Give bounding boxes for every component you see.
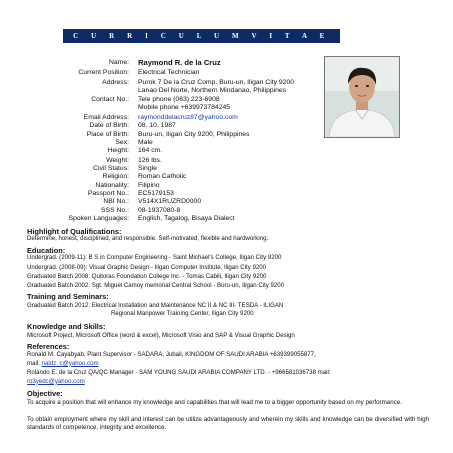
curriculum-vitae-banner: C U R R I C U L U M V I T A E [63, 29, 340, 43]
reference-1-mail-row [27, 360, 99, 368]
reference-1: Ronald M. Cayabyab, Plant Supervisor - SADARA, Jubail, KINGDOM OF SAUDI ARABIA +639399055877, [27, 351, 316, 358]
pob-label: Place of Birth: [86, 130, 129, 138]
skills-text: Microsoft Project, Microsoft Office (word & excel), Microsoft Visio and SAP & Visual Graphic Design [27, 331, 295, 339]
name-label: Name: [108, 59, 129, 66]
address-line-1: Purok 7 De la Cruz Comp. Buru-un, Iligan City 9200 [138, 79, 295, 86]
address-line-2: Lanao Del Norte, Northern Mindanao, Philippines [138, 87, 287, 94]
education-item: Graduated Batch 2002: Sgt. Miguel Camoy memorial Central School - Buru-un, Iligan City 9200 [27, 281, 285, 289]
education-item: Undergrad. (2009-11): B S in Computer Engineering - Saint Michael's College, Iligan City 9200 [27, 254, 282, 261]
weight-label: Weight: [106, 156, 129, 164]
nationality-label: Nationality: [95, 181, 129, 189]
profile-photo-image [325, 57, 399, 137]
objective-paragraph-1: To acquire a position that will enhance my knowledge and capabilities that will lead me to a bigger opportunity based on my performance. [27, 398, 402, 406]
reference-1-email-link[interactable]: naldz_c@yahoo.com [41, 359, 99, 367]
height-value: 164 cm. [138, 147, 163, 154]
email-label: Email Address: [83, 114, 129, 121]
references-heading: References: [27, 342, 70, 351]
passport-label: Passport No.: [87, 189, 129, 197]
reference-2-email-link[interactable]: ro3yedc@yahoo.com [27, 377, 85, 385]
profile-photo [324, 56, 400, 138]
education-item: Graduated Batch 2008: Quitoras Foundation College Inc. - Tomas Cabili, Iligan City 9200 [27, 273, 267, 280]
sex-value: Male [138, 139, 153, 146]
qualifications-text: Determine, honest, disciplined, and responsible. Self-motivated, flexible and hardworking. [27, 235, 269, 242]
nbi-value: V514X1RUZRD0000 [138, 198, 202, 205]
training-line-1: Graduated Batch 2012: Electrical Installation and Maintenance NC II & NC III- TESDA - ILIGAN [27, 301, 284, 309]
dob-label: Date of Birth: [89, 122, 129, 129]
position-label: Current Position: [78, 69, 129, 76]
religion-value: Roman Catholic [138, 173, 187, 180]
languages-value: English, Tagalog, Bisaya Dialect [138, 214, 235, 222]
address-label: Address: [102, 79, 129, 86]
weight-value: 126 lbs. [138, 156, 162, 164]
contact-label: Contact No.: [91, 95, 129, 103]
nationality-value: Filipino [138, 181, 160, 189]
education-heading: Education: [27, 245, 66, 255]
objective-heading: Objective: [27, 389, 63, 398]
telephone-value: Tele phone (063) 223-6908 [138, 95, 220, 103]
mobile-value: Mobile phone +639973784245 [138, 103, 231, 111]
languages-label: Spoken Languages: [68, 214, 129, 222]
height-label: Height: [107, 147, 129, 154]
religion-label: Religion: [102, 173, 129, 180]
full-name: Raymond R. de la Cruz [138, 57, 221, 67]
reference-2: Rolando E. de la Cruz QA/QC Manager - SAM YOUNG SAUDI ARABIA COMPANY LTD. - +966581036738 mail: [27, 369, 331, 376]
training-line-2: Regional Manpower Training Center, Iligan City 9200 [111, 310, 254, 317]
civil-status-value: Single [138, 165, 157, 172]
training-heading: Training and Seminars: [27, 292, 109, 301]
sex-label: Sex: [115, 139, 129, 146]
objective-paragraph-2: To obtain employment where my skill and interest can be utilize advantageously and wherein my skills and knowledge can be diversified with high standards of competence, integrity and excellence. [27, 416, 429, 432]
qualifications-heading: Highlight of Qualifications: [27, 226, 122, 236]
nbi-label: NBI No.: [103, 198, 129, 205]
dob-value: 08. 10. 1987 [138, 122, 176, 129]
mail-label: mail: [27, 359, 40, 367]
passport-value: EC5179153 [138, 189, 174, 197]
email-link[interactable]: raymonddelacruz87@yahoo.com [138, 114, 238, 121]
pob-value: Buru-un, Iligan City 9200, Philippines [138, 130, 250, 138]
position-value: Electrical Technician [138, 69, 200, 76]
sss-value: 08-1937080-8 [138, 206, 181, 214]
reference-2-mail-row [27, 378, 85, 386]
civil-status-label: Civil Status: [93, 165, 129, 172]
sss-label: SSS No.: [101, 206, 129, 214]
education-item: Undergrad. (2008-09): Visual Graphic Design - Iligan Computer Institute, Iligan City 9200 [27, 263, 267, 271]
skills-heading: Knowledge and Skills: [27, 322, 106, 331]
